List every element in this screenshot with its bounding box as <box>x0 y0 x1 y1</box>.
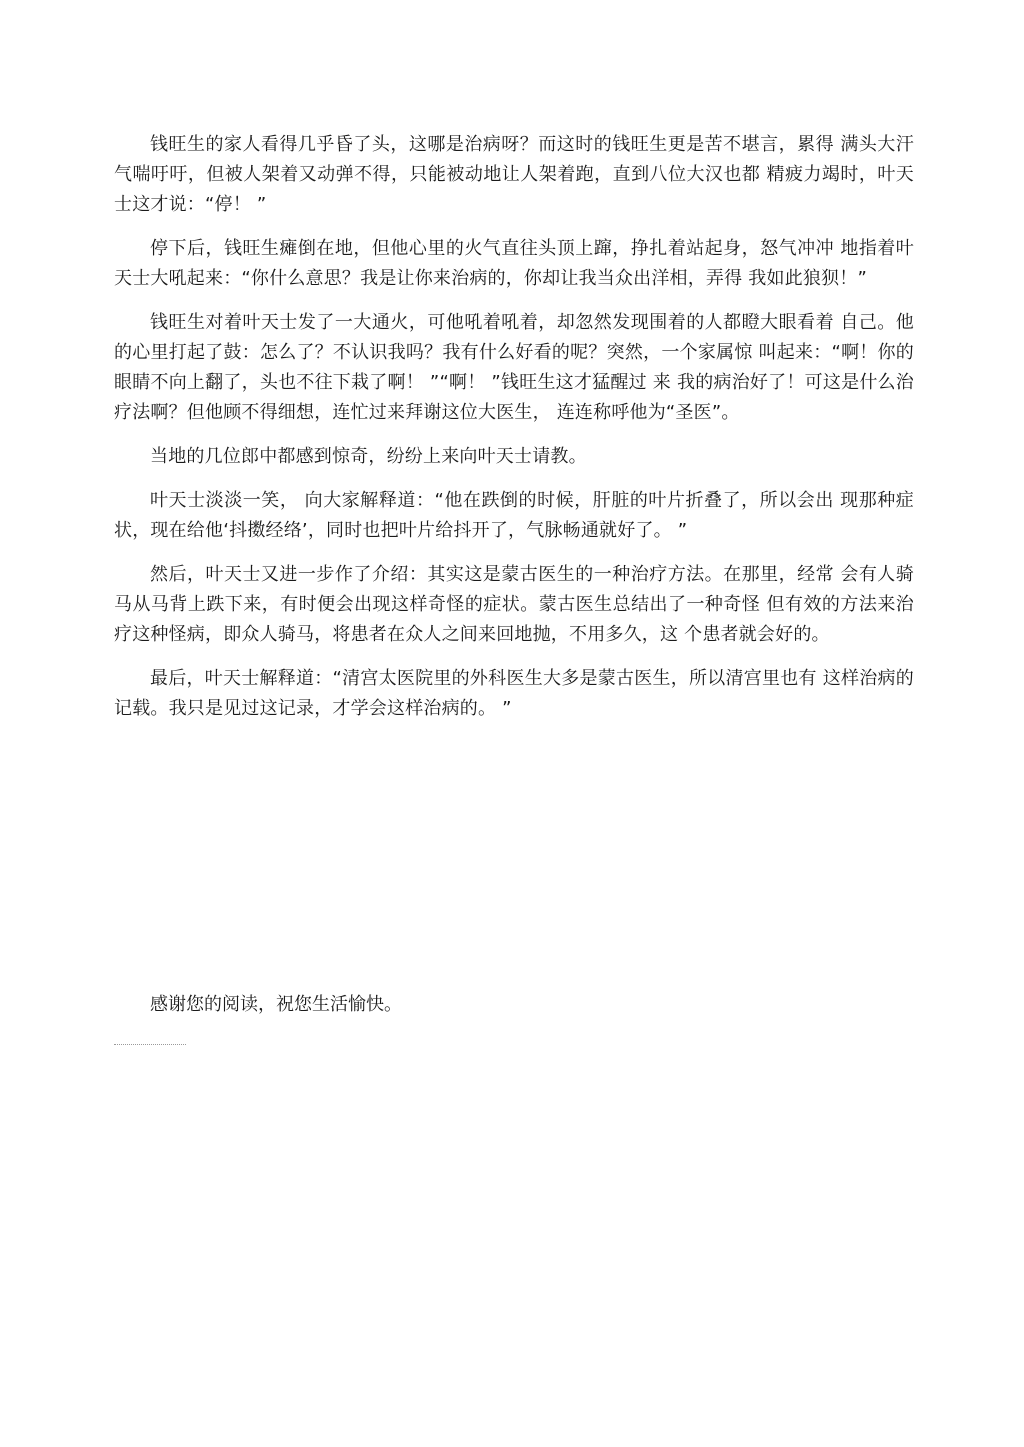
closing-line: 感谢您的阅读，祝您生活愉快。 <box>150 994 402 1015</box>
paragraph-3: 钱旺生对着叶天士发了一大通火，可他吼着吼着，却忽然发现围着的人都瞪大眼看着 自己。他的心里打起了鼓：怎么了？不认识我吗？我有什么好看的呢？突然，一个家属惊 叫起来：“啊！你的眼睛不向上翻了，头也不往下栽了啊！ ”“啊！ ”钱旺生这才猛醒过 来 我的病治好了！可这是什么治疗法啊？但他顾不得细想，连忙过来拜谢这位大医生， 连连称呼他为“圣医”。 <box>114 312 914 423</box>
paragraph-2: 停下后，钱旺生瘫倒在地，但他心里的火气直往头顶上蹿，挣扎着站起身，怒气冲冲 地指着叶天士大吼起来：“你什么意思？我是让你来治病的，你却让我当众出洋相，弄得 我如此狼狈！” <box>114 238 914 289</box>
paragraph-1: 钱旺生的家人看得几乎昏了头，这哪是治病呀？而这时的钱旺生更是苦不堪言，累得 满头大汗气喘吁吁，但被人架着又动弹不得，只能被动地让人架着跑，直到八位大汉也都 精疲力竭时，叶天士这才说：“停！ ” <box>114 134 914 215</box>
paragraph-6: 然后，叶天士又进一步作了介绍：其实这是蒙古医生的一种治疗方法。在那里，经常 会有人骑马从马背上跌下来，有时便会出现这样奇怪的症状。蒙古医生总结出了一种奇怪 但有效的方法来治疗这种怪病，即众人骑马，将患者在众人之间来回地抛，不用多久，这 个患者就会好的。 <box>114 564 914 645</box>
paragraph-4: 当地的几位郎中都感到惊奇，纷纷上来向叶天士请教。 <box>150 446 587 467</box>
dotted-divider <box>114 1044 186 1045</box>
document-body <box>114 130 914 738</box>
paragraph-7: 最后，叶天士解释道：“清宫太医院里的外科医生大多是蒙古医生，所以清宫里也有 这样治病的记载。我只是见过这记录，才学会这样治病的。 ” <box>114 668 914 719</box>
paragraph-5: 叶天士淡淡一笑， 向大家解释道：“他在跌倒的时候，肝脏的叶片折叠了，所以会出 现那种症状，现在给他‘抖擞经络’，同时也把叶片给抖开了，气脉畅通就好了。 ” <box>114 490 914 541</box>
